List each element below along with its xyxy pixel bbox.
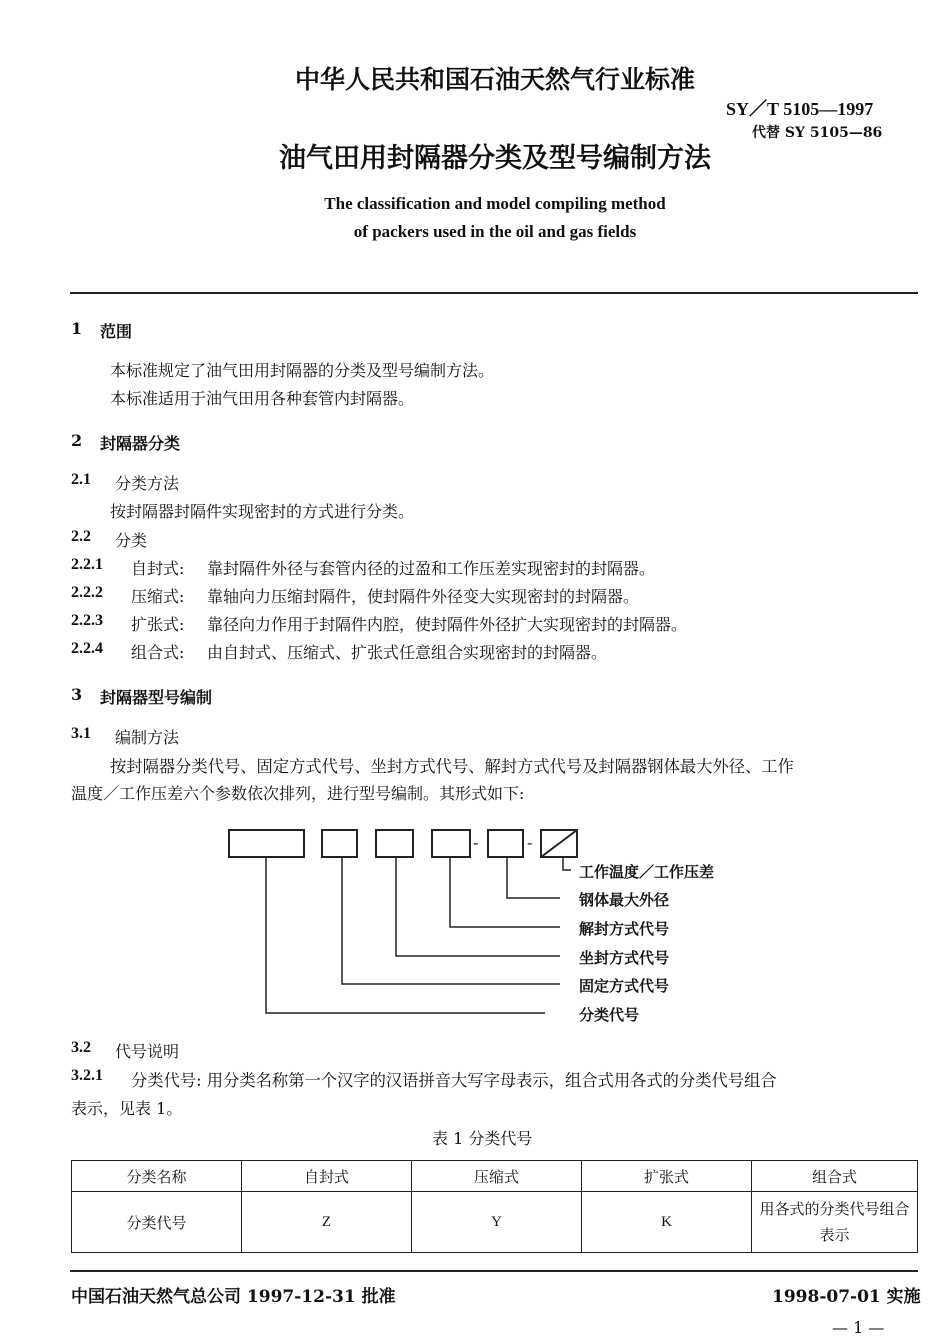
english-title-line2: of packers used in the oil and gas fields: [353, 222, 637, 241]
table-cell: K: [582, 1192, 752, 1253]
code-box-unsetting: [432, 830, 470, 857]
section-2-2-title: 分类: [115, 531, 148, 550]
footer-separator: [70, 1270, 918, 1272]
combo-line-2: 表示: [819, 1226, 850, 1244]
table-cell: Y: [412, 1192, 582, 1253]
effective-date: 1998-07-01 实施: [772, 1287, 921, 1307]
section-3-1-para-line1: 按封隔器分类代号、固定方式代号、坐封方式代号、解封方式代号及封隔器钢体最大外径、工作: [110, 757, 794, 776]
item-2-2-2-text: 靠轴向力压缩封隔件，使封隔件外径变大实现密封的封隔器。: [207, 587, 640, 606]
label-temp-pressure: 工作温度／工作压差: [579, 863, 715, 881]
leader-fixing: [342, 857, 560, 984]
table-header-cell: 自封式: [242, 1161, 412, 1192]
item-2-2-3-term: 扩张式:: [131, 615, 185, 634]
section-3-1-number: 3.1: [71, 725, 91, 742]
item-2-2-4-text: 由自封式、压缩式、扩张式任意组合实现密封的封隔器。: [207, 643, 608, 662]
code-box-od: [488, 830, 523, 857]
section-3-2-title: 代号说明: [115, 1042, 180, 1061]
section-2-1-para: 按封隔器封隔件实现密封的方式进行分类。: [110, 502, 415, 521]
section-1-para-2: 本标准适用于油气田用各种套管内封隔器。: [110, 389, 415, 408]
code-box-fixing: [322, 830, 357, 857]
code-box-classification: [229, 830, 304, 857]
label-classification-code: 分类代号: [579, 1006, 640, 1024]
label-steel-body-od: 钢体最大外径: [579, 891, 670, 909]
leader-setting: [396, 857, 560, 956]
section-2-1-title: 分类方法: [115, 474, 180, 493]
table-header-row: [72, 1161, 918, 1192]
label-fixing-code: 固定方式代号: [579, 977, 670, 995]
item-2-2-4-term: 组合式:: [131, 643, 185, 662]
table-cell-combo: [752, 1192, 918, 1253]
item-2-2-1-text: 靠封隔件外径与套管内径的过盈和工作压差实现密封的封隔器。: [207, 559, 656, 578]
item-2-2-4-number: 2.2.4: [71, 640, 103, 657]
table-header-cell: 分类名称: [72, 1161, 242, 1192]
standard-category-title: 中华人民共和国石油天然气行业标准: [294, 65, 695, 94]
section-3-1-title: 编制方法: [115, 728, 180, 747]
approval-statement: 中国石油天然气总公司 1997-12-31 批准: [71, 1287, 396, 1307]
section-3-2-number: 3.2: [71, 1039, 91, 1056]
section-2-number: 2: [71, 431, 83, 450]
table-cell: Z: [242, 1192, 412, 1253]
table-header-cell: 压缩式: [412, 1161, 582, 1192]
section-3-2-1-line1: 分类代号: 用分类名称第一个汉字的汉语拼音大写字母表示，组合式用各式的分类代号组合: [131, 1071, 777, 1090]
item-2-2-3-text: 靠径向力作用于封隔件内腔，使封隔件外径扩大实现密封的封隔器。: [207, 615, 688, 634]
section-2-title: 封隔器分类: [100, 434, 181, 453]
section-1-title: 范围: [100, 322, 133, 341]
item-2-2-2-number: 2.2.2: [71, 584, 103, 601]
section-3-2-1-line2: 表示，见表 1。: [71, 1099, 183, 1118]
leader-od: [507, 857, 560, 898]
dash-separator-1: -: [473, 833, 479, 852]
code-box-setting: [376, 830, 413, 857]
item-2-2-2-term: 压缩式:: [131, 587, 185, 606]
item-2-2-1-term: 自封式:: [131, 559, 185, 578]
leader-unsetting: [450, 857, 560, 927]
section-1-number: 1: [71, 319, 83, 338]
classification-code-table: [71, 1160, 918, 1253]
leader-temp-pressure: [563, 857, 571, 870]
section-3-title: 封隔器型号编制: [100, 688, 213, 707]
table-row-label: 分类代号: [72, 1192, 242, 1253]
dash-separator-2: -: [527, 833, 533, 852]
table-row: [72, 1192, 918, 1253]
table-header-cell: 组合式: [752, 1161, 918, 1192]
page-number: — 1 —: [832, 1318, 885, 1337]
label-setting-code: 坐封方式代号: [579, 949, 670, 967]
document-title: 油气田用封隔器分类及型号编制方法: [279, 143, 711, 174]
table-header-cell: 扩张式: [582, 1161, 752, 1192]
section-2-1-number: 2.1: [71, 471, 91, 488]
label-unsetting-code: 解封方式代号: [579, 920, 670, 938]
item-2-2-1-number: 2.2.1: [71, 556, 103, 573]
table-1-caption: 表 1 分类代号: [432, 1129, 533, 1148]
diagonal-slash: [541, 830, 577, 857]
section-1-para-1: 本标准规定了油气田用封隔器的分类及型号编制方法。: [110, 361, 495, 380]
combo-line-1: 用各式的分类代号组合: [759, 1200, 910, 1218]
section-3-number: 3: [71, 685, 83, 704]
replaces-standard: 代替 SY 5105—86: [752, 125, 883, 141]
leader-classification: [266, 857, 545, 1013]
standard-code: SY／T 5105—1997: [726, 99, 874, 119]
section-3-1-para-line2: 温度／工作压差六个参数依次排列，进行型号编制。其形式如下:: [71, 784, 525, 803]
section-3-2-1-number: 3.2.1: [71, 1067, 103, 1084]
section-2-2-number: 2.2: [71, 528, 91, 545]
english-title-line1: The classification and model compiling method: [324, 194, 666, 213]
item-2-2-3-number: 2.2.3: [71, 612, 103, 629]
